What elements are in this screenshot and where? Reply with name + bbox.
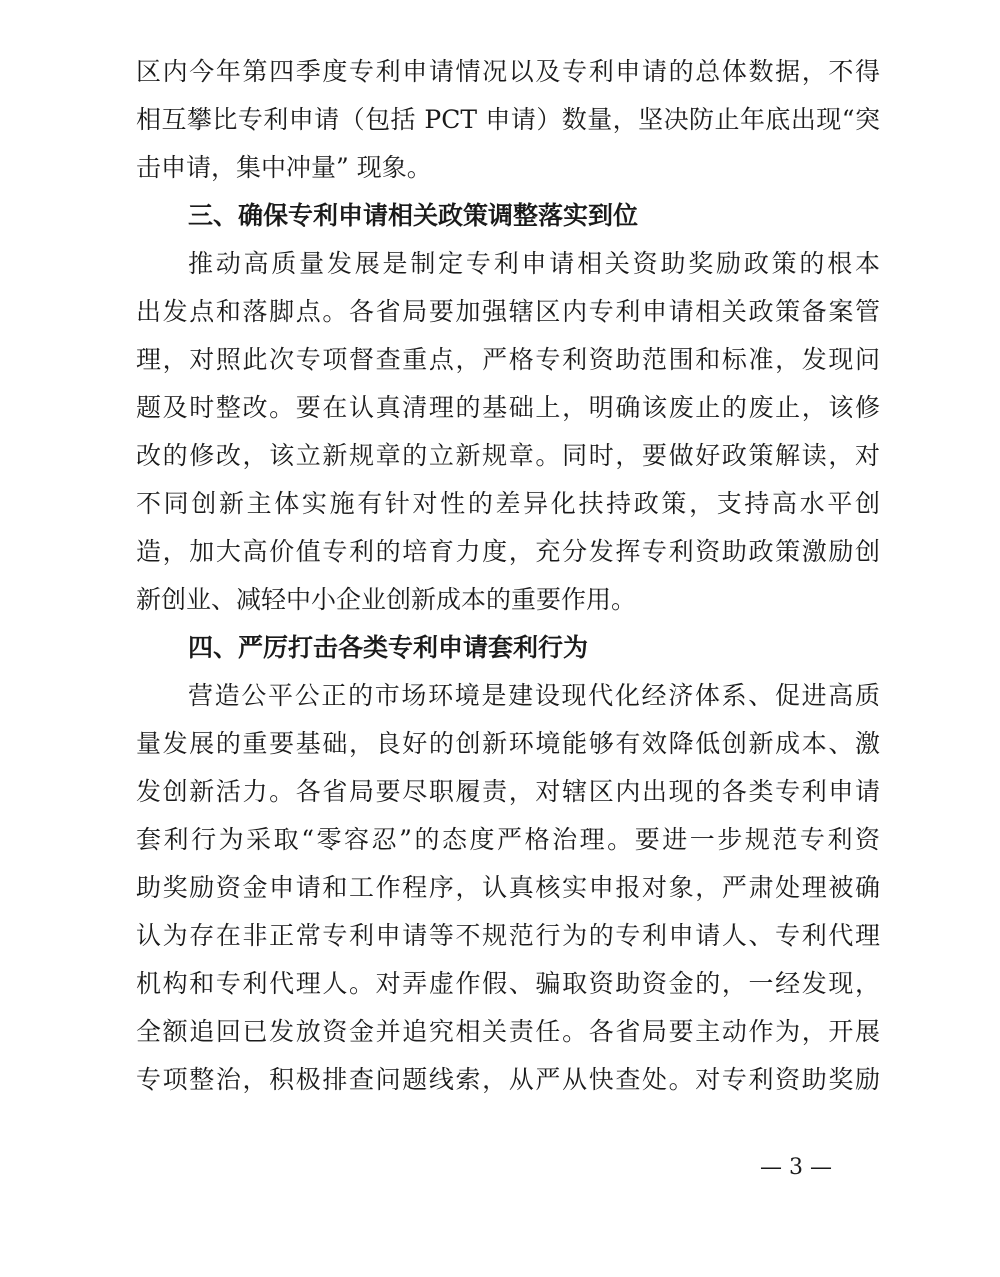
paragraph-line: 套利行为采取“零容忍”的态度严格治理。要进一步规范专利资 — [136, 825, 880, 854]
paragraph-line: 理，对照此次专项督查重点，严格专利资助范围和标准，发现问 — [136, 345, 880, 374]
page-number: — 3 — — [760, 1155, 832, 1180]
paragraph-line: 不同创新主体实施有针对性的差异化扶持政策，支持高水平创 — [136, 489, 880, 518]
paragraph-line: 机构和专利代理人。对弄虚作假、骗取资助资金的，一经发现， — [136, 969, 880, 998]
section-heading-3: 三、确保专利申请相关政策调整落实到位 — [188, 201, 639, 230]
paragraph-line: 新创业、减轻中小企业创新成本的重要作用。 — [136, 585, 637, 614]
paragraph-line: 区内今年第四季度专利申请情况以及专利申请的总体数据，不得 — [136, 57, 880, 86]
document-body — [136, 48, 880, 1104]
paragraph-line: 助奖励资金申请和工作程序，认真核实申报对象，严肃处理被确 — [136, 873, 880, 902]
paragraph-line: 造，加大高价值专利的培育力度，充分发挥专利资助政策激励创 — [136, 537, 880, 566]
paragraph-line: 出发点和落脚点。各省局要加强辖区内专利申请相关政策备案管 — [136, 297, 880, 326]
paragraph-line: 题及时整改。要在认真清理的基础上，明确该废止的废止，该修 — [136, 393, 880, 422]
paragraph-line: 击申请，集中冲量” 现象。 — [136, 153, 432, 182]
paragraph-line: 认为存在非正常专利申请等不规范行为的专利申请人、专利代理 — [136, 921, 880, 950]
paragraph-line: 发创新活力。各省局要尽职履责，对辖区内出现的各类专利申请 — [136, 777, 880, 806]
section-heading-4: 四、严厉打击各类专利申请套利行为 — [188, 633, 589, 662]
paragraph-line: 推动高质量发展是制定专利申请相关资助奖励政策的根本 — [188, 249, 880, 278]
paragraph-line: 改的修改，该立新规章的立新规章。同时，要做好政策解读，对 — [136, 441, 880, 470]
paragraph-line: 专项整治，积极排查问题线索，从严从快查处。对专利资助奖励 — [136, 1065, 880, 1094]
paragraph-line: 营造公平公正的市场环境是建设现代化经济体系、促进高质 — [188, 681, 880, 710]
paragraph-line: 相互攀比专利申请（包括 PCT 申请）数量，坚决防止年底出现“突 — [136, 105, 880, 134]
paragraph-line: 量发展的重要基础，良好的创新环境能够有效降低创新成本、激 — [136, 729, 880, 758]
paragraph-line: 全额追回已发放资金并追究相关责任。各省局要主动作为，开展 — [136, 1017, 880, 1046]
